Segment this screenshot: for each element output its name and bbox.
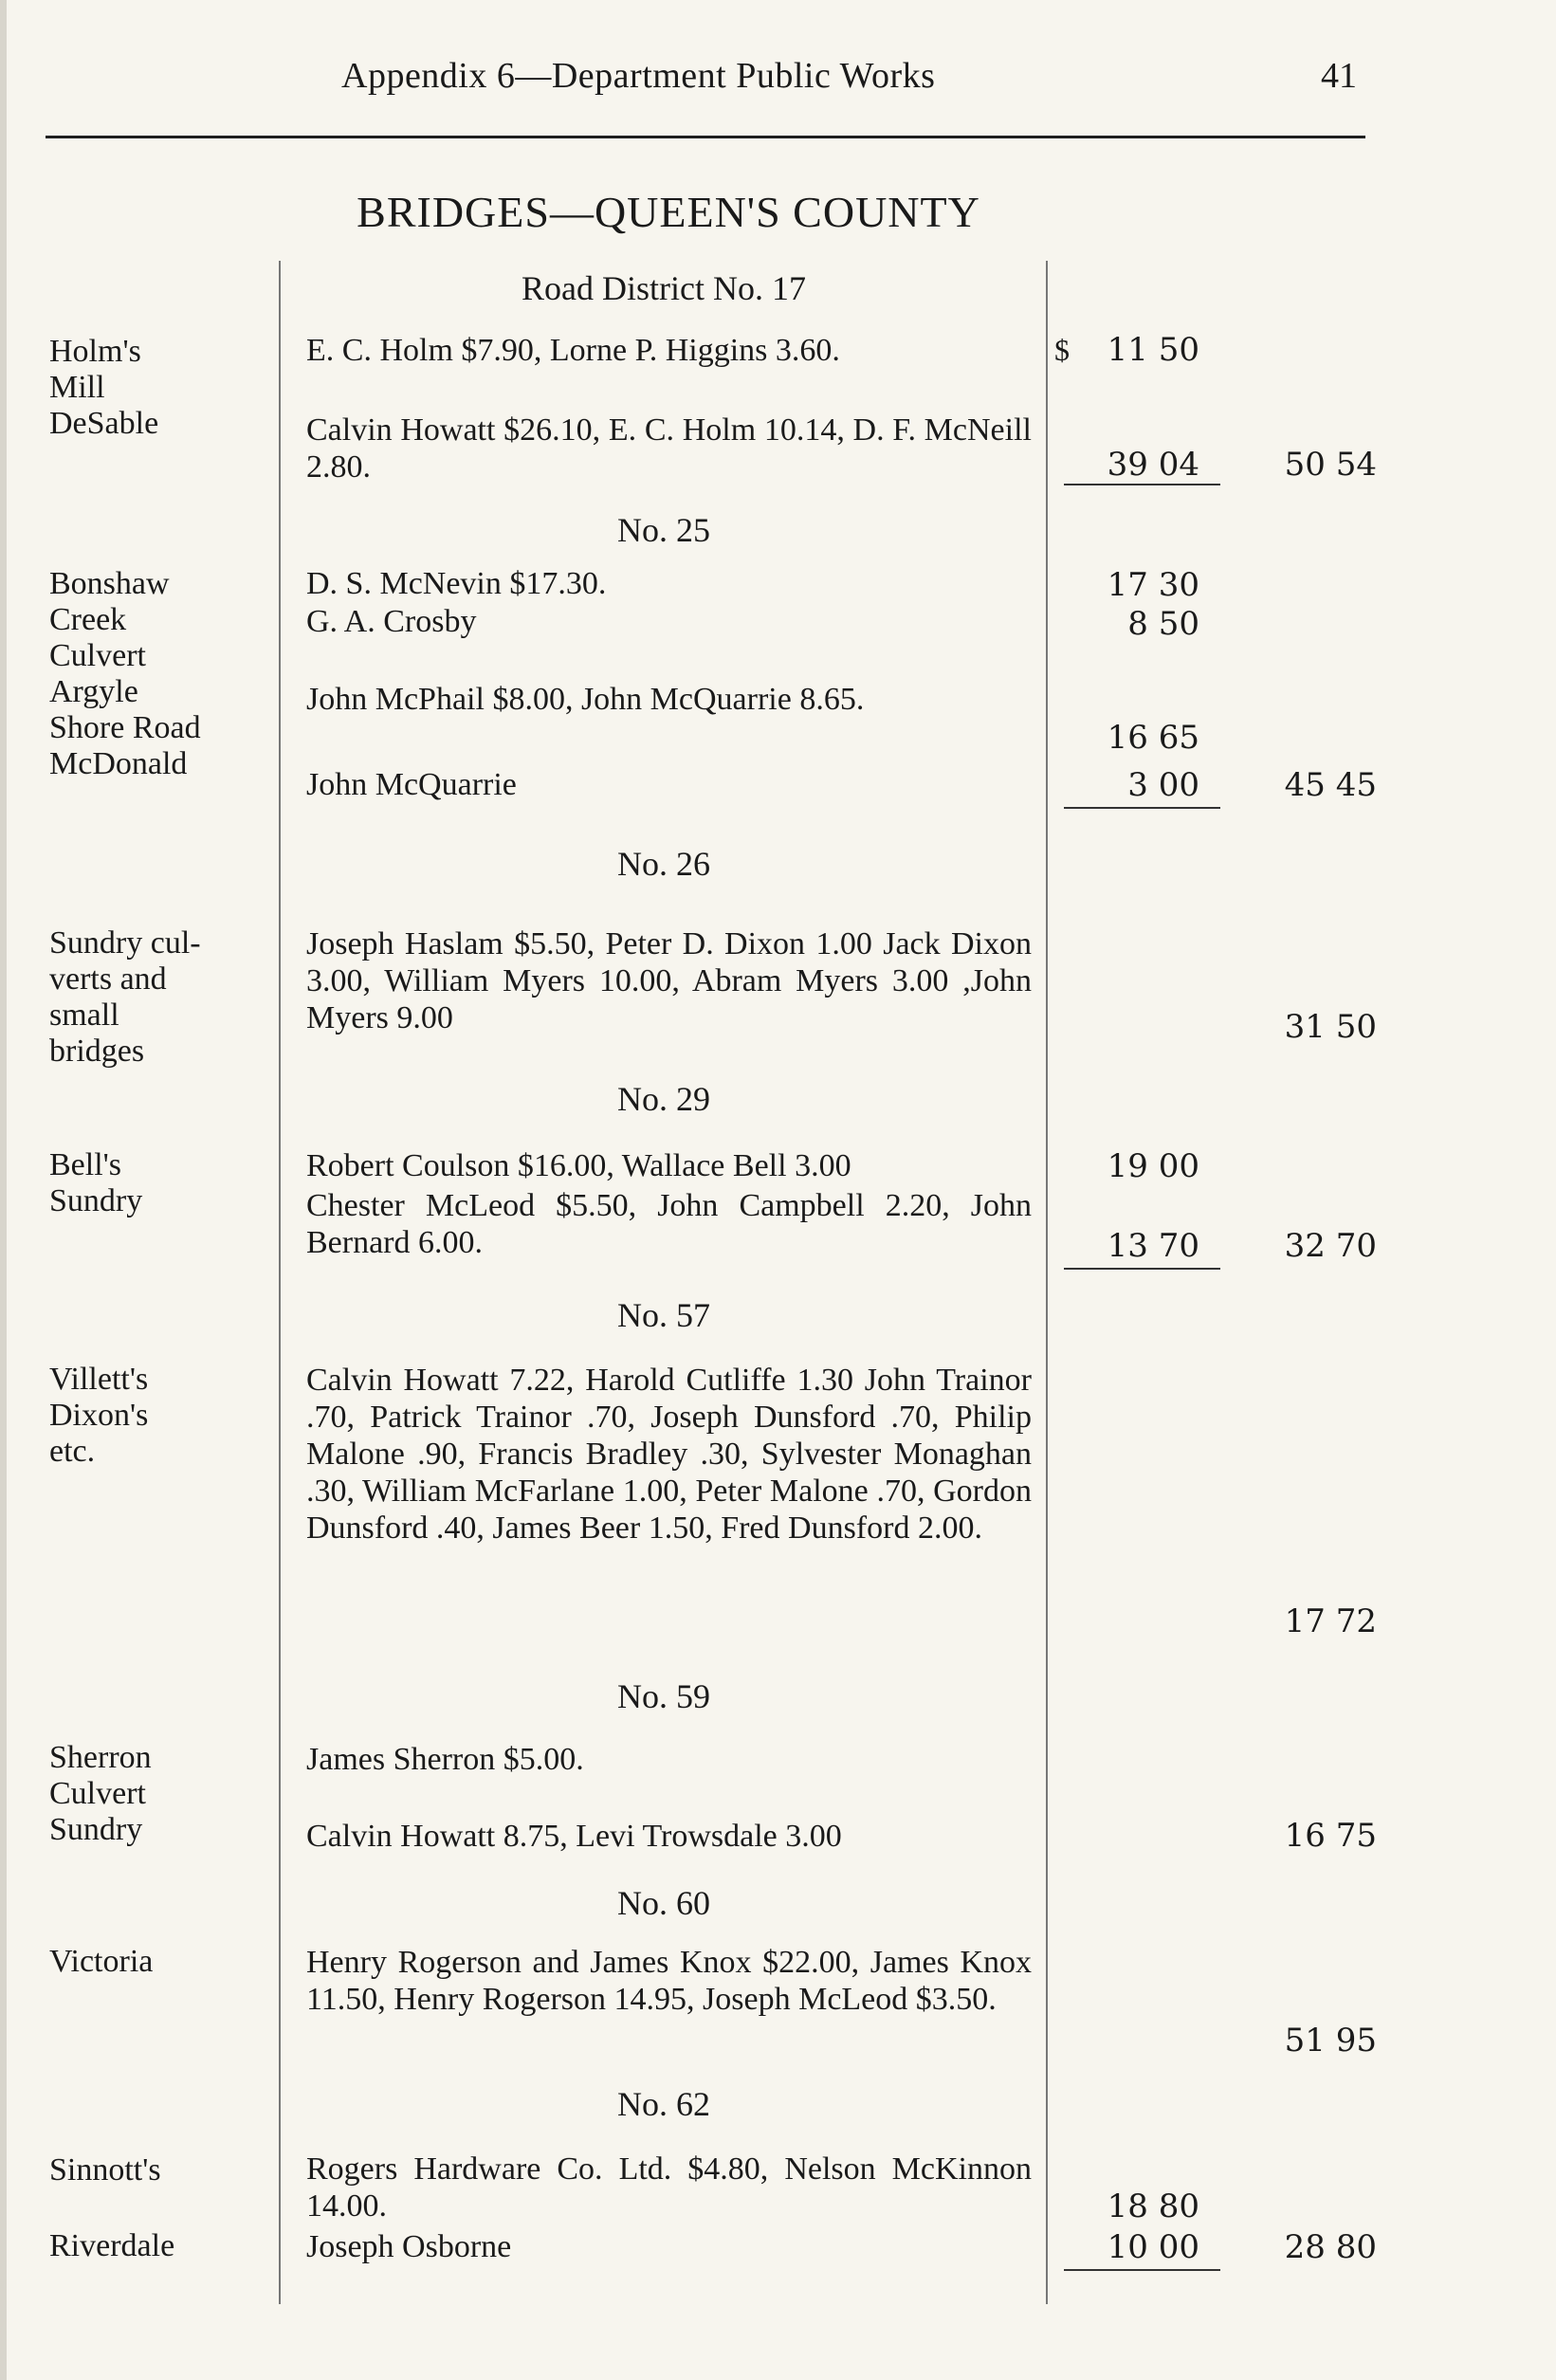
page-edge	[0, 0, 7, 2380]
running-title: Appendix 6—Department Public Works	[341, 56, 936, 96]
district-total: 50 54	[1284, 446, 1377, 484]
page-number: 41	[1321, 56, 1357, 96]
entry-description: Calvin Howatt 7.22, Harold Cutliffe 1.30 John Trainor .70, Patrick Trainor .70, Joseph Dunsford .70, Philip Malone .90, Francis Bradley .30, Sylvester Monaghan .30, William McFarlane 1.00, Peter Malone .70, Gordon Dunsford .40, James Beer 1.50, Fred Dunsford 2.00.	[306, 1363, 1032, 1546]
district-total: 16 75	[1284, 1817, 1377, 1855]
subtotal-rule	[1064, 807, 1220, 809]
location-name: Riverdale	[49, 2228, 175, 2263]
entry-description: Calvin Howatt $26.10, E. C. Holm 10.14, D. F. McNeill 2.80.	[306, 412, 1032, 485]
location-names: Villett's Dixon's etc.	[49, 1362, 149, 1469]
district-total: 17 72	[1284, 1602, 1377, 1640]
amount: 39 04	[1107, 446, 1199, 484]
dollar-sign: $	[1054, 333, 1070, 367]
column-divider-left	[279, 261, 281, 2304]
district-heading: No. 25	[617, 511, 710, 549]
amount: 11 50	[1107, 331, 1199, 369]
entry-description: James Sherron $5.00.	[306, 1742, 584, 1777]
district-total: 31 50	[1284, 1008, 1377, 1046]
amount: 16 65	[1107, 719, 1199, 757]
entry-description: Chester McLeod $5.50, John Campbell 2.20, John Bernard 6.00.	[306, 1188, 1032, 1260]
entry-description: Robert Coulson $16.00, Wallace Bell 3.00	[306, 1148, 851, 1183]
entry-description: Joseph Osborne	[306, 2229, 512, 2264]
district-total: 28 80	[1284, 2228, 1377, 2266]
entry-description: D. S. McNevin $17.30.	[306, 566, 607, 601]
district-heading: No. 62	[617, 2085, 710, 2123]
district-heading: No. 57	[617, 1296, 710, 1334]
amount: 3 00	[1127, 766, 1199, 804]
amount: 19 00	[1107, 1147, 1199, 1185]
district-total: 32 70	[1284, 1227, 1377, 1265]
location-names: Holm's Mill DeSable	[49, 334, 159, 441]
amount: 8 50	[1127, 605, 1199, 643]
amount: 13 70	[1107, 1227, 1199, 1265]
entry-description: Henry Rogerson and James Knox $22.00, James Knox 11.50, Henry Rogerson 14.95, Joseph McLeod $3.50.	[306, 1945, 1032, 2017]
location-names: Victoria	[49, 1944, 154, 1979]
location-names: Bonshaw Creek Culvert Argyle Shore Road McDonald	[49, 566, 201, 781]
district-heading: No. 60	[617, 1884, 710, 1922]
district-total: 45 45	[1284, 766, 1377, 804]
entry-description: Rogers Hardware Co. Ltd. $4.80, Nelson McKinnon 14.00.	[306, 2151, 1032, 2224]
district-heading: No. 59	[617, 1677, 710, 1715]
section-title: BRIDGES—QUEEN'S COUNTY	[357, 188, 980, 236]
entry-description: Calvin Howatt 8.75, Levi Trowsdale 3.00	[306, 1819, 842, 1854]
amount: 17 30	[1107, 566, 1199, 604]
page-header	[0, 55, 1556, 102]
entry-description: Joseph Haslam $5.50, Peter D. Dixon 1.00 Jack Dixon 3.00, William Myers 10.00, Abram Myers 3.00 ,John Myers 9.00	[306, 926, 1032, 1035]
district-total: 51 95	[1284, 2022, 1377, 2060]
entry-description: G. A. Crosby	[306, 604, 477, 639]
entry-description: E. C. Holm $7.90, Lorne P. Higgins 3.60.	[306, 333, 840, 368]
header-rule	[46, 136, 1365, 138]
location-name: Sinnott's	[49, 2152, 161, 2188]
district-heading: No. 26	[617, 845, 710, 883]
entry-description: John McQuarrie	[306, 767, 517, 802]
amount: 18 80	[1107, 2188, 1199, 2225]
subtotal-rule	[1064, 484, 1220, 485]
entry-description: John McPhail $8.00, John McQuarrie 8.65.	[306, 682, 865, 717]
location-names: Sundry cul- verts and small bridges	[49, 925, 201, 1069]
district-heading: Road District No. 17	[522, 269, 806, 307]
district-heading: No. 29	[617, 1080, 710, 1118]
location-names: Sherron Culvert Sundry	[49, 1740, 152, 1847]
amount: 10 00	[1107, 2228, 1199, 2266]
subtotal-rule	[1064, 1268, 1220, 1270]
subtotal-rule	[1064, 2269, 1220, 2271]
location-names: Bell's Sundry	[49, 1147, 143, 1218]
